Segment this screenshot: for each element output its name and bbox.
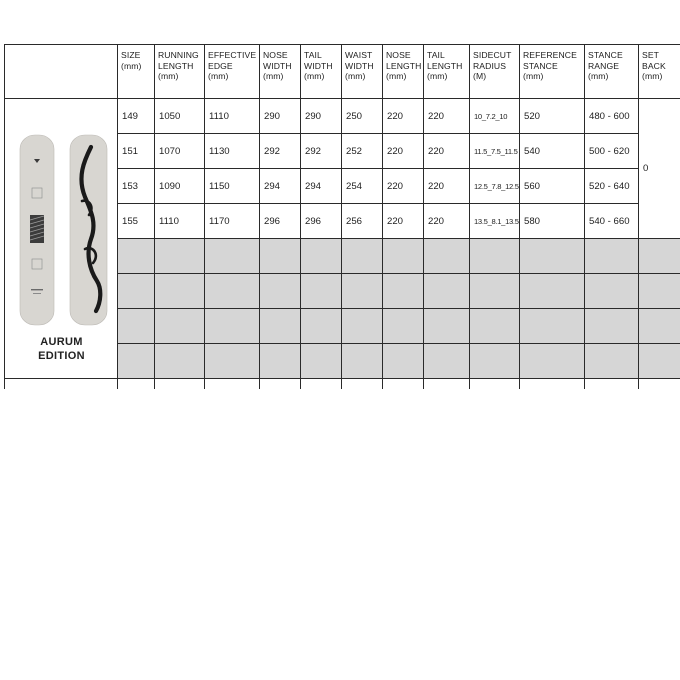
column-header-line: NOSE	[263, 50, 288, 60]
column-header-line: (mm)	[588, 71, 609, 82]
empty-cell	[342, 344, 383, 379]
column-header-line: WIDTH	[304, 60, 333, 71]
empty-cell	[383, 379, 424, 390]
column-header-nose-width	[260, 45, 301, 99]
column-header-nose-length	[383, 45, 424, 99]
empty-cell	[639, 309, 680, 344]
empty-cell	[155, 239, 205, 274]
empty-cell	[585, 239, 639, 274]
column-header-line: (mm)	[427, 71, 448, 82]
cell-tail-width: 292	[301, 134, 342, 169]
empty-cell	[470, 239, 520, 274]
empty-cell	[118, 274, 155, 309]
cell-reference-stance: 580	[520, 204, 585, 239]
empty-cell	[424, 274, 470, 309]
snowboard-topsheet	[20, 135, 54, 325]
cell-reference-stance: 520	[520, 99, 585, 134]
column-header-line: WIDTH	[345, 60, 374, 71]
empty-cell	[301, 239, 342, 274]
cell-stance-range: 500 - 620	[585, 134, 639, 169]
empty-cell	[424, 344, 470, 379]
column-header-line: (mm)	[208, 71, 229, 82]
column-header-line: WIDTH	[263, 60, 292, 71]
empty-cell	[520, 309, 585, 344]
table-row	[5, 99, 680, 134]
column-header-line: WAIST	[345, 50, 373, 60]
cell-running-length: 1070	[155, 134, 205, 169]
column-header-line: BACK	[642, 60, 666, 71]
column-header-line: SET	[642, 50, 660, 60]
column-header-line: (mm)	[121, 60, 142, 71]
cell-nose-width: 294	[260, 169, 301, 204]
empty-cell	[155, 274, 205, 309]
cell-nose-length: 220	[383, 169, 424, 204]
cell-reference-stance: 540	[520, 134, 585, 169]
empty-cell	[342, 239, 383, 274]
empty-cell	[383, 274, 424, 309]
cell-waist-width: 250	[342, 99, 383, 134]
column-header-tail-length	[424, 45, 470, 99]
column-header-line: (mm)	[158, 71, 179, 82]
next-section-row	[5, 379, 680, 390]
column-header-setback	[639, 45, 680, 99]
cell-tail-length: 220	[424, 204, 470, 239]
column-header-line: (M)	[473, 71, 487, 82]
empty-cell	[585, 274, 639, 309]
empty-cell	[260, 239, 301, 274]
empty-cell	[260, 274, 301, 309]
cell-stance-range: 520 - 640	[585, 169, 639, 204]
empty-cell	[301, 274, 342, 309]
cell-reference-stance: 560	[520, 169, 585, 204]
cell-nose-length: 220	[383, 99, 424, 134]
column-header-line: (mm)	[523, 71, 544, 82]
column-header-reference-stance	[520, 45, 585, 99]
cell-tail-length: 220	[424, 99, 470, 134]
column-header-line: SIDECUT	[473, 50, 512, 60]
column-header-line: LENGTH	[386, 60, 422, 71]
cell-tail-width: 296	[301, 204, 342, 239]
column-header-line: LENGTH	[158, 60, 194, 71]
empty-cell	[205, 274, 260, 309]
empty-cell	[639, 344, 680, 379]
empty-cell	[118, 309, 155, 344]
empty-cell	[301, 344, 342, 379]
empty-cell	[520, 239, 585, 274]
cell-sidecut-radius: 10_7.2_10	[470, 99, 520, 134]
cell-waist-width: 256	[342, 204, 383, 239]
column-header-line: STANCE	[588, 50, 623, 60]
cell-nose-length: 220	[383, 204, 424, 239]
cell-running-length: 1110	[155, 204, 205, 239]
column-header-line: TAIL	[427, 50, 445, 60]
product-image	[5, 99, 118, 379]
empty-cell	[383, 309, 424, 344]
empty-cell	[155, 344, 205, 379]
empty-cell	[470, 379, 520, 390]
column-header-tail-width	[301, 45, 342, 99]
column-header-line: REFERENCE	[523, 50, 577, 60]
empty-cell	[520, 274, 585, 309]
column-header-size	[118, 45, 155, 99]
product-name-line1: AURUM	[40, 336, 83, 348]
empty-cell	[639, 239, 680, 274]
column-header-stance-range	[585, 45, 639, 99]
snowboard-base	[70, 135, 107, 325]
column-header-line: SIZE	[121, 50, 141, 60]
empty-cell	[5, 379, 118, 390]
column-header-line: (mm)	[386, 71, 407, 82]
cell-size: 151	[118, 134, 155, 169]
column-header-running-length	[155, 45, 205, 99]
column-header-line: (mm)	[345, 71, 366, 82]
column-header-line: RADIUS	[473, 60, 507, 71]
empty-cell	[585, 309, 639, 344]
empty-cell	[260, 344, 301, 379]
cell-running-length: 1050	[155, 99, 205, 134]
cell-effective-edge: 1110	[205, 99, 260, 134]
empty-cell	[155, 309, 205, 344]
column-header-sidecut-radius	[470, 45, 520, 99]
cell-effective-edge: 1170	[205, 204, 260, 239]
cell-nose-width: 290	[260, 99, 301, 134]
column-header-line: RANGE	[588, 60, 620, 71]
product-name-line2: EDITION	[38, 350, 85, 362]
empty-cell	[520, 344, 585, 379]
empty-cell	[585, 379, 639, 390]
cell-setback: 0	[639, 99, 680, 239]
cell-size: 153	[118, 169, 155, 204]
spec-table	[4, 44, 680, 389]
header-corner-cell	[5, 45, 118, 99]
cell-stance-range: 480 - 600	[585, 99, 639, 134]
column-header-line: EFFECTIVE	[208, 50, 257, 60]
empty-cell	[424, 309, 470, 344]
empty-cell	[639, 379, 680, 390]
empty-cell	[520, 379, 585, 390]
cell-effective-edge: 1150	[205, 169, 260, 204]
column-header-line: (mm)	[304, 71, 325, 82]
cell-nose-width: 296	[260, 204, 301, 239]
product-image-cell	[5, 99, 118, 379]
column-header-line: EDGE	[208, 60, 233, 71]
cell-tail-width: 294	[301, 169, 342, 204]
column-header-line: LENGTH	[427, 60, 463, 71]
snowboard-illustration	[5, 99, 118, 329]
cell-effective-edge: 1130	[205, 134, 260, 169]
column-header-line: (mm)	[263, 71, 284, 82]
empty-cell	[585, 344, 639, 379]
empty-cell	[383, 344, 424, 379]
empty-cell	[155, 379, 205, 390]
empty-cell	[424, 239, 470, 274]
empty-cell	[342, 379, 383, 390]
empty-cell	[205, 379, 260, 390]
cell-size: 149	[118, 99, 155, 134]
cell-tail-length: 220	[424, 134, 470, 169]
empty-cell	[470, 309, 520, 344]
empty-cell	[205, 344, 260, 379]
cell-running-length: 1090	[155, 169, 205, 204]
empty-cell	[470, 274, 520, 309]
header-row	[5, 45, 680, 99]
empty-cell	[383, 239, 424, 274]
column-header-line: (mm)	[642, 71, 663, 82]
empty-cell	[118, 379, 155, 390]
column-header-line: STANCE	[523, 60, 558, 71]
empty-cell	[342, 274, 383, 309]
cell-sidecut-radius: 11.5_7.5_11.5	[470, 134, 520, 169]
cell-size: 155	[118, 204, 155, 239]
cell-nose-width: 292	[260, 134, 301, 169]
empty-cell	[424, 379, 470, 390]
cell-waist-width: 252	[342, 134, 383, 169]
cell-waist-width: 254	[342, 169, 383, 204]
cell-tail-length: 220	[424, 169, 470, 204]
empty-cell	[205, 309, 260, 344]
empty-cell	[205, 239, 260, 274]
empty-cell	[301, 379, 342, 390]
cell-tail-width: 290	[301, 99, 342, 134]
column-header-line: RUNNING	[158, 50, 199, 60]
empty-cell	[260, 309, 301, 344]
empty-cell	[118, 239, 155, 274]
empty-cell	[470, 344, 520, 379]
empty-cell	[639, 274, 680, 309]
empty-cell	[342, 309, 383, 344]
column-header-line: TAIL	[304, 50, 322, 60]
column-header-effective-edge	[205, 45, 260, 99]
cell-sidecut-radius: 12.5_7.8_12.5	[470, 169, 520, 204]
column-header-waist-width	[342, 45, 383, 99]
empty-cell	[301, 309, 342, 344]
column-header-line: NOSE	[386, 50, 411, 60]
empty-cell	[260, 379, 301, 390]
cell-stance-range: 540 - 660	[585, 204, 639, 239]
cell-nose-length: 220	[383, 134, 424, 169]
empty-cell	[118, 344, 155, 379]
cell-sidecut-radius: 13.5_8.1_13.5	[470, 204, 520, 239]
